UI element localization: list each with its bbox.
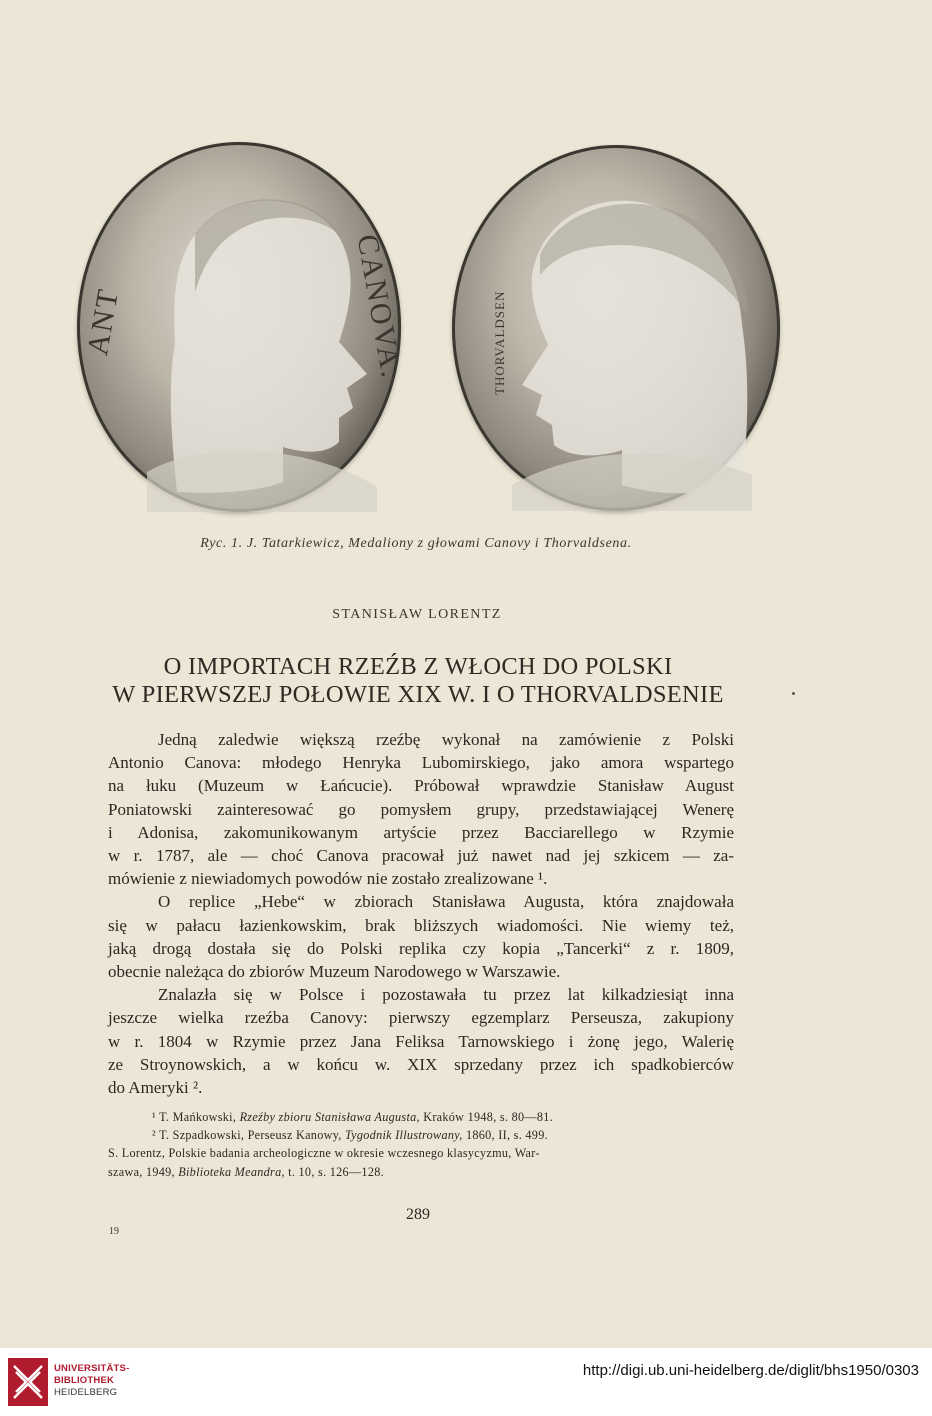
viewer-footer: [0, 1348, 932, 1416]
footnote-2-continuation: szawa, 1949, Biblioteka Meandra, t. 10, s. 126—128.: [108, 1164, 384, 1179]
article-title-line-2: W PIERWSZEJ POŁOWIE XIX W. I O THORVALDSENIE: [112, 681, 724, 708]
permalink-url[interactable]: http://digi.ub.uni-heidelberg.de/diglit/bhs1950/0303: [582, 1362, 919, 1379]
text-line: w r. 1804 w Rzymie przez Jana Feliksa Tarnowskiego i żonę jego, Walerię: [108, 1031, 734, 1051]
text-line: i Adonisa, zakomunikowanym artyście przez Bacciarellego w Rzymie: [108, 822, 734, 842]
medallion-canova: [77, 142, 409, 512]
library-name-line: UNIVERSITÄTS-: [54, 1363, 130, 1374]
medal-inscription-right: CANOVA.: [350, 232, 409, 382]
medal-inscription-left: ANT: [81, 285, 126, 358]
text-line: obecnie należąca do zbiorów Muzeum Narodowego w Warszawie.: [108, 962, 561, 982]
library-seal-icon: [8, 1358, 48, 1406]
text-line: jeszcze wielka rzeźba Canovy: pierwszy egzemplarz Perseusza, zakupiony: [108, 1008, 734, 1028]
library-name-line: HEIDELBERG: [54, 1387, 118, 1398]
article-body: [108, 728, 734, 1099]
text-line: w r. 1787, ale — choć Canova pracował już nawet nad jej szkicem — za-: [108, 846, 734, 866]
paragraph-2: [108, 890, 734, 983]
text-line: mówienie z niewiadomych powodów nie zostało zrealizowane ¹.: [108, 869, 548, 889]
text-line: się w pałacu łazienkowskim, brak bliższych wiadomości. Nie wiemy też,: [108, 915, 734, 935]
text-line: Jedną zaledwie większą rzeźbę wykonał na zamówienie z Polski: [158, 730, 734, 749]
text-line: jaką drogą dostała się do Polski replika czy kopia „Tancerki“ z r. 1809,: [108, 938, 734, 958]
library-logo-icon[interactable]: [8, 1358, 48, 1406]
print-speck: [792, 692, 795, 695]
paragraph-1: [108, 728, 734, 890]
medal-inscription: THORVALDSEN: [492, 290, 507, 395]
footnotes: [108, 1108, 736, 1181]
canova-profile-image: [77, 142, 401, 512]
footnote-1: ¹ T. Mańkowski, Rzeźby zbioru Stanisława Augusta, Kraków 1948, s. 80—81.: [152, 1110, 554, 1124]
library-name[interactable]: [54, 1363, 129, 1399]
text-line: Antonio Canova: młodego Henryka Lubomirskiego, jako amora wspartego: [108, 753, 734, 773]
footnote-2: ² T. Szpadkowski, Perseusz Kanowy, Tygodnik Illustrowany, 1860, II, s. 499.: [152, 1128, 548, 1143]
text-line: Poniatowski zainteresować go pomysłem grupy, przedstawiającej Wenerę: [108, 799, 734, 819]
text-line: ze Stroynowskich, a w końcu w. XIX sprzedany przez ich spadkobierców: [108, 1054, 734, 1074]
figure-caption: Ryc. 1. J. Tatarkiewicz, Medaliony z głowami Canovy i Thorvaldsena.: [200, 536, 632, 551]
medallion-thorvaldsen: [452, 145, 780, 511]
text-line: na łuku (Muzeum w Łańcucie). Próbował wprawdzie Stanisław August: [108, 776, 734, 796]
page-number: 289: [406, 1206, 430, 1223]
article-author: STANISŁAW LORENTZ: [332, 607, 502, 622]
text-line: Znalazła się w Polsce i pozostawała tu przez lat kilkadziesiąt inna: [158, 985, 734, 1005]
article-title-line-1: O IMPORTACH RZEŹB Z WŁOCH DO POLSKI: [163, 653, 673, 680]
text-line: O replice „Hebe“ w zbiorach Stanisława Augusta, która znajdowała: [158, 892, 734, 912]
printer-signature: 19: [109, 1226, 119, 1237]
text-line: do Ameryki ².: [108, 1078, 203, 1098]
paragraph-3: [108, 983, 734, 1099]
footnote-2-continuation: S. Lorentz, Polskie badania archeologiczne w okresie wczesnego klasycyzmu, War-: [108, 1146, 540, 1161]
library-name-line: BIBLIOTHEK: [54, 1375, 115, 1386]
